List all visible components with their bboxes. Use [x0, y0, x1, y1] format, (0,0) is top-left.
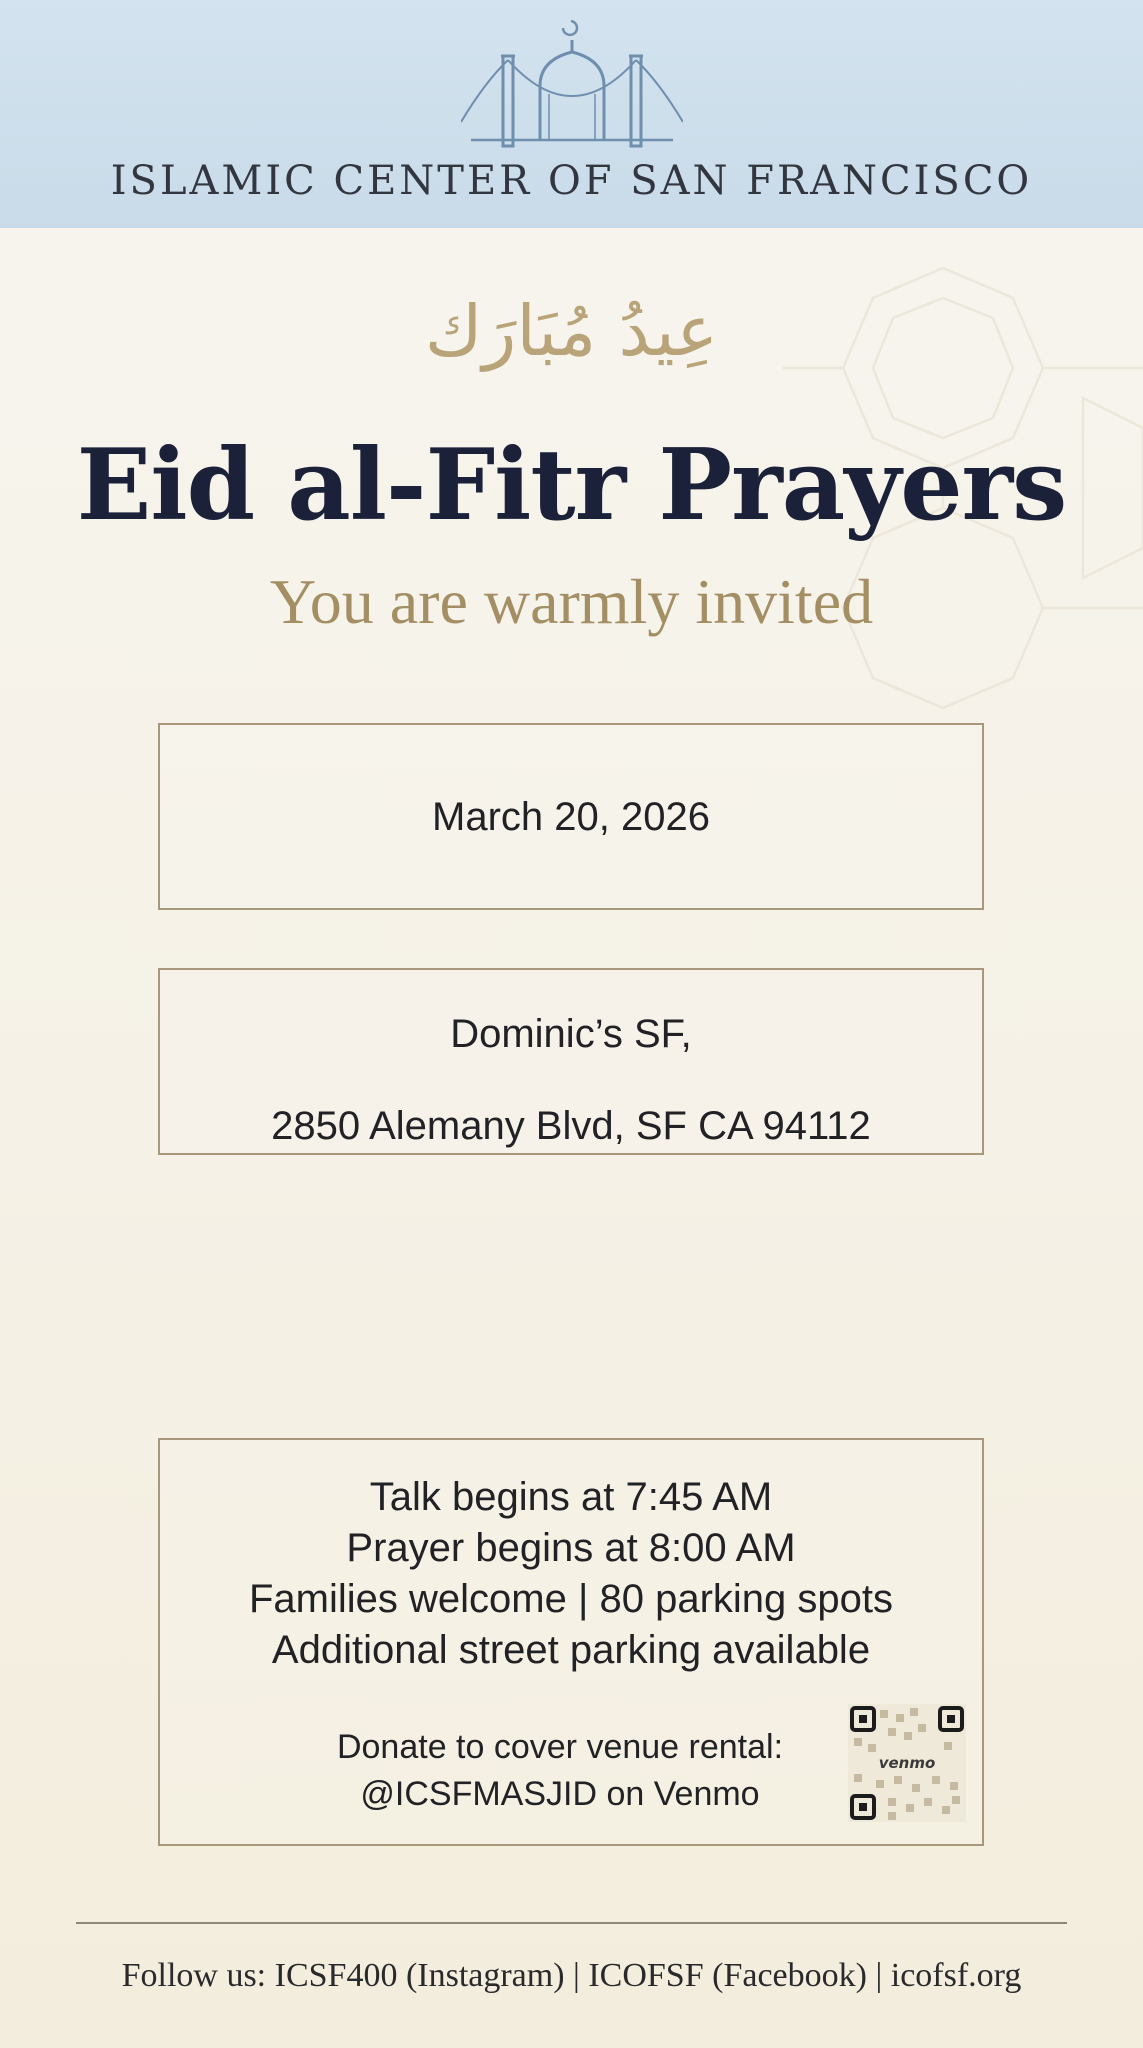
qr-label: venmo [878, 1754, 936, 1772]
street-parking: Additional street parking available [271, 1628, 871, 1672]
footer-social: Follow us: ICSF400 (Instagram) | ICOFSF (Facebook) | icofsf.org [121, 1957, 1022, 1994]
arabic-greeting: عِيدُ مُبَارَك [424, 290, 719, 372]
org-name: ISLAMIC CENTER OF SAN FRANCISCO [110, 158, 1033, 204]
page-title: Eid al-Fitr Prayers [76, 428, 1067, 543]
donate-text [320, 1724, 800, 1818]
date-box [158, 723, 984, 910]
info-lines [160, 1472, 982, 1676]
donate-line-2: @ICSFMASJID on Venmo [360, 1775, 760, 1813]
info-box [158, 1438, 984, 1846]
mosque-bridge-icon [461, 12, 683, 162]
venue-name: Dominic’s SF, [450, 1012, 692, 1056]
venue-address: 2850 Alemany Blvd, SF CA 94112 [271, 1104, 871, 1148]
venmo-qr-code[interactable] [848, 1704, 966, 1822]
header-banner [0, 0, 1143, 228]
event-date: March 20, 2026 [432, 795, 710, 839]
talk-time: Talk begins at 7:45 AM [369, 1475, 773, 1519]
divider [76, 1922, 1067, 1924]
venue-box [158, 968, 984, 1155]
families-parking: Families welcome | 80 parking spots [249, 1577, 893, 1621]
subtitle: You are warmly invited [269, 566, 874, 637]
prayer-time: Prayer begins at 8:00 AM [346, 1526, 796, 1570]
donate-line-1: Donate to cover venue rental: [336, 1728, 784, 1766]
